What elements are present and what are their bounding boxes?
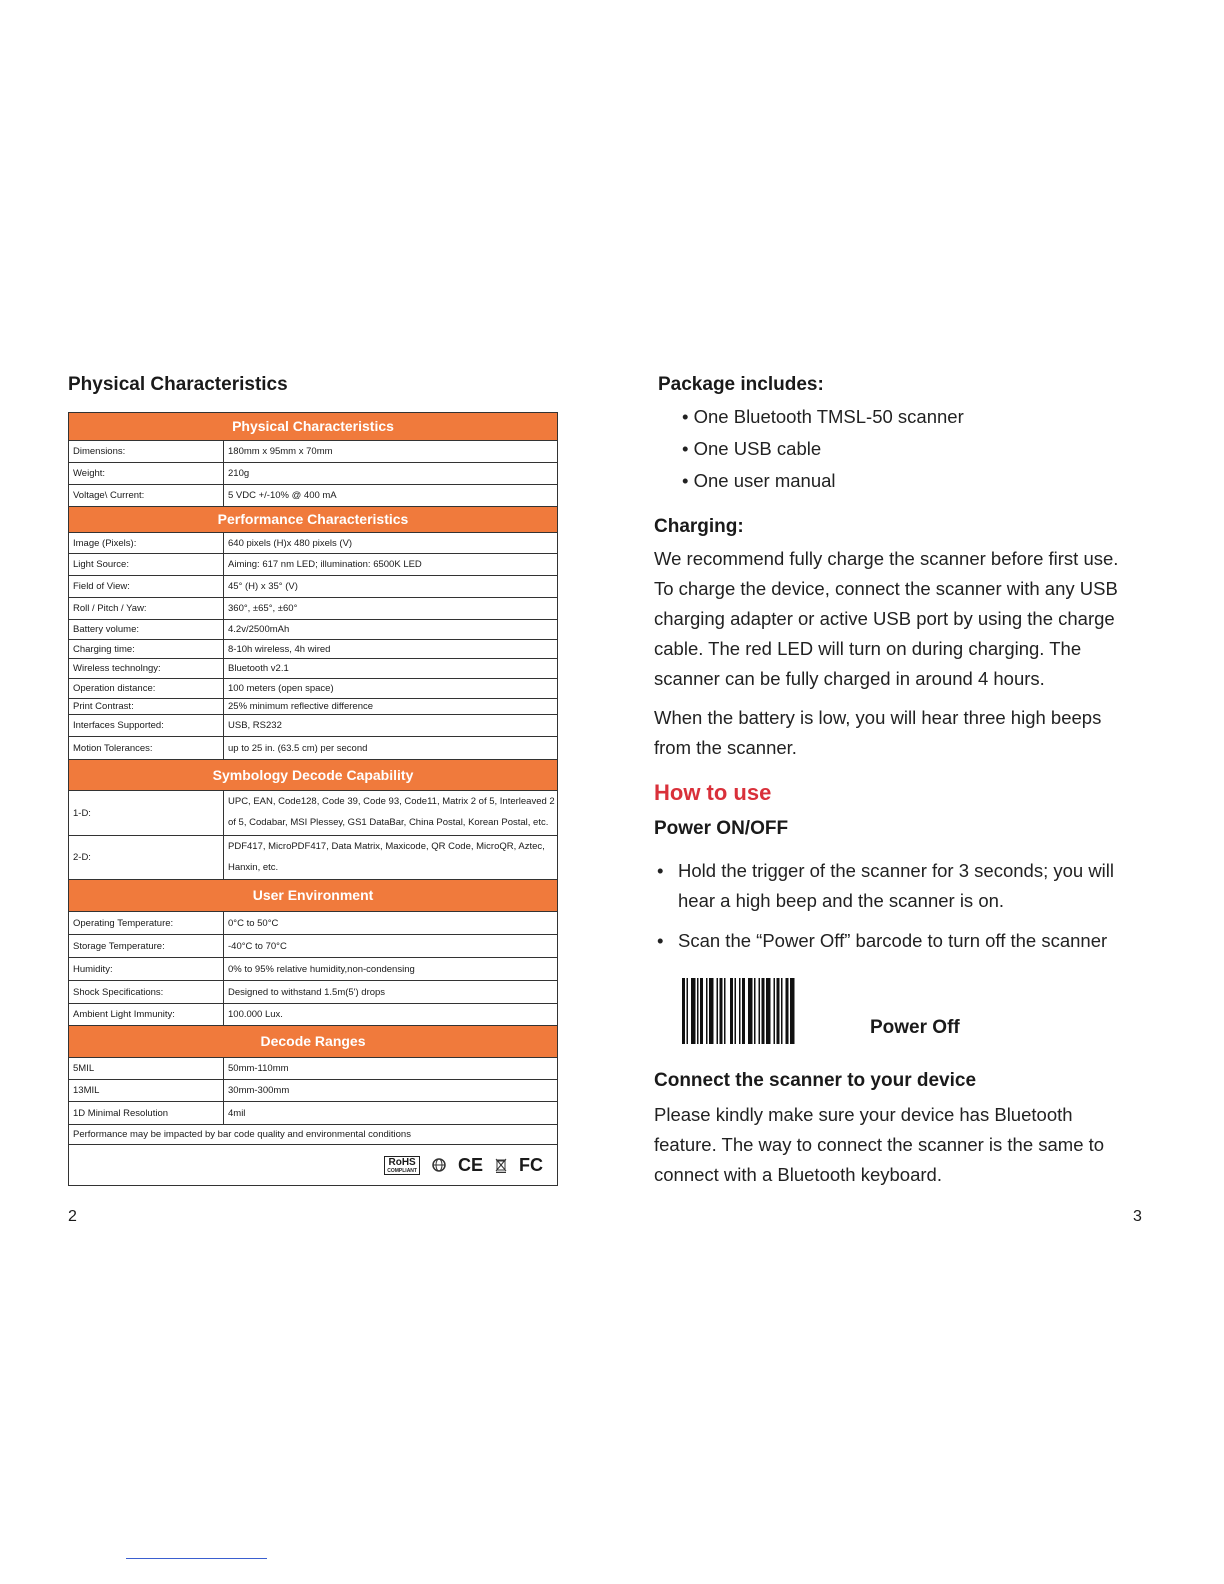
- connect-text: Please kindly make sure your device has Bluetooth feature. The way to connect the scanner is the same to connect with a Bluetooth keyboard.: [654, 1104, 1105, 1185]
- row-value: Designed to withstand 1.5m(5') drops: [228, 986, 386, 998]
- row-label: Shock Specifications:: [69, 981, 224, 1003]
- row-label: Field of View:: [69, 576, 224, 597]
- table-row: [69, 598, 557, 620]
- globe-icon: [432, 1158, 446, 1172]
- row-value: 25% minimum reflective difference: [228, 701, 374, 712]
- battery-text: When the battery is low, you will hear three high beeps from the scanner.: [654, 707, 1102, 758]
- row-label: Roll / Pitch / Yaw:: [69, 598, 224, 619]
- table-row: [69, 576, 557, 598]
- page-number-right: 3: [1133, 1208, 1142, 1225]
- left-heading: Physical Characteristics: [68, 374, 288, 395]
- row-label: 1-D:: [69, 791, 224, 835]
- package-item: • One user manual: [682, 470, 836, 491]
- table-row: [69, 912, 557, 935]
- row-label: Print Contrast:: [69, 699, 224, 714]
- table-row: [69, 791, 557, 836]
- barcode-bar: [697, 978, 699, 1044]
- table-row: [69, 958, 557, 981]
- row-value: 4.2v/2500mAh: [228, 624, 290, 635]
- row-label: Image (Pixels):: [69, 533, 224, 553]
- row-value: 180mm x 95mm x 70mm: [228, 446, 333, 457]
- table-row: [69, 737, 557, 760]
- table-row: [69, 699, 557, 715]
- barcode-bar: [706, 978, 708, 1044]
- row-value: UPC, EAN, Code128, Code 39, Code 93, Code11, Matrix 2 of 5, Interleaved 2 of 5, Codabar, MSI Plessey, GS1 DataBar, China Postal, Korean Postal, etc.: [228, 796, 555, 828]
- table-row: [69, 554, 557, 576]
- barcode-bar: [700, 978, 703, 1044]
- power-bullet-1: Hold the trigger of the scanner for 3 seconds; you will hear a high beep and the scanner is on.: [678, 860, 1115, 911]
- row-value: USB, RS232: [228, 720, 282, 731]
- package-item: • One USB cable: [682, 438, 822, 459]
- row-label: Ambient Light Immunity:: [69, 1004, 224, 1025]
- row-label: 2-D:: [69, 836, 224, 879]
- row-label: 5MIL: [69, 1058, 224, 1079]
- row-label: Voltage\ Current:: [69, 485, 224, 506]
- environment-header: User Environment: [69, 880, 557, 912]
- barcode-bar: [730, 978, 733, 1044]
- row-value: 210g: [228, 468, 250, 479]
- row-label: Interfaces Supported:: [69, 715, 224, 736]
- row-value: up to 25 in. (63.5 cm) per second: [228, 742, 368, 754]
- row-value: 4mil: [228, 1107, 246, 1119]
- barcode-bar: [742, 978, 745, 1044]
- package-item: • One Bluetooth TMSL-50 scanner: [682, 406, 964, 427]
- table-row: [69, 836, 557, 880]
- connect-heading: Connect the scanner to your device: [654, 1070, 977, 1091]
- row-label: Dimensions:: [69, 441, 224, 462]
- fcc-mark: FC: [519, 1154, 543, 1175]
- row-label: Motion Tolerances:: [69, 737, 224, 759]
- barcode-bar: [735, 978, 737, 1044]
- table-row: [69, 1080, 557, 1102]
- charging-text: We recommend fully charge the scanner before first use. To charge the device, connect the scanner with any USB charging adapter or active USB port by using the charge cable. The red LED will turn on during charging. The scanner can be fully charged in around 4 hours.: [654, 548, 1119, 689]
- row-value: 45° (H) x 35° (V): [228, 581, 298, 592]
- barcode-label: Power Off: [870, 1017, 960, 1038]
- row-label: Battery volume:: [69, 620, 224, 639]
- decode-rows: [69, 1058, 557, 1125]
- row-label: Storage Temperature:: [69, 935, 224, 957]
- performance-rows: [69, 533, 557, 760]
- row-label: Humidity:: [69, 958, 224, 980]
- row-value: Aiming: 617 nm LED; illumination: 6500K LED: [228, 559, 422, 570]
- row-value: 0°C to 50°C: [228, 917, 279, 929]
- table-row: [69, 659, 557, 679]
- cert-logos: [69, 1145, 557, 1185]
- page-number-left: 2: [68, 1208, 77, 1225]
- power-off-barcode[interactable]: [682, 978, 852, 1044]
- weee-bin-icon: [495, 1157, 507, 1173]
- row-value: 360°, ±65°, ±60°: [228, 603, 298, 614]
- package-heading: Package includes:: [658, 374, 824, 395]
- table-row: [69, 1058, 557, 1080]
- row-label: 13MIL: [69, 1080, 224, 1101]
- row-value: 100 meters (open space): [228, 683, 334, 694]
- ce-mark: CE: [457, 1154, 483, 1175]
- row-label: Wireless technolngy:: [69, 659, 224, 678]
- barcode-bar: [754, 978, 756, 1044]
- barcode-bar: [691, 978, 696, 1044]
- row-value: 30mm-300mm: [228, 1085, 290, 1096]
- barcode-bar: [766, 978, 771, 1044]
- table-row: [69, 620, 557, 640]
- row-label: 1D Minimal Resolution: [69, 1102, 224, 1124]
- footer-link-line: [126, 1558, 267, 1559]
- row-value: 100.000 Lux.: [228, 1009, 283, 1020]
- row-label: Operating Temperature:: [69, 912, 224, 934]
- row-value: 0% to 95% relative humidity,non-condensing: [228, 963, 415, 975]
- barcode-bar: [709, 978, 714, 1044]
- table-row: [69, 1004, 557, 1026]
- table-row: [69, 679, 557, 699]
- how-to-use-heading: How to use: [654, 780, 772, 805]
- barcode-bar: [739, 978, 741, 1044]
- symbology-header: Symbology Decode Capability: [69, 760, 557, 791]
- table-row: [69, 533, 557, 554]
- power-heading: Power ON/OFF: [654, 818, 789, 839]
- barcode-bar: [781, 978, 783, 1044]
- charging-heading: Charging:: [654, 516, 744, 537]
- power-bullet-2: Scan the “Power Off” barcode to turn off the scanner: [678, 930, 1108, 951]
- table-row: [69, 485, 557, 507]
- barcode-bar: [762, 978, 765, 1044]
- row-label: Charging time:: [69, 640, 224, 658]
- package-list: [682, 401, 964, 497]
- physical-header: Physical Characteristics: [69, 413, 557, 441]
- table-row: [69, 1102, 557, 1125]
- barcode-bar: [759, 978, 761, 1044]
- performance-header: Performance Characteristics: [69, 507, 557, 533]
- barcode-bar: [720, 978, 723, 1044]
- table-row: [69, 463, 557, 485]
- barcode-bar: [777, 978, 780, 1044]
- physical-rows: [69, 441, 557, 507]
- bullet-dot: •: [657, 930, 664, 951]
- row-value: 8-10h wireless, 4h wired: [228, 643, 331, 655]
- row-value: 50mm-110mm: [228, 1063, 289, 1074]
- table-note: Performance may be impacted by bar code quality and environmental conditions: [69, 1125, 557, 1145]
- barcode-bar: [748, 978, 753, 1044]
- environment-rows: [69, 912, 557, 1026]
- barcode-bar: [774, 978, 776, 1044]
- bullet-dot: •: [657, 860, 664, 881]
- row-value: -40°C to 70°C: [228, 940, 287, 952]
- row-label: Operation distance:: [69, 679, 224, 698]
- barcode-bar: [717, 978, 719, 1044]
- table-row: [69, 981, 557, 1004]
- table-row: [69, 441, 557, 463]
- spec-table: [68, 412, 558, 1186]
- barcode-bar: [790, 978, 795, 1044]
- row-value: 640 pixels (H)x 480 pixels (V): [228, 537, 353, 549]
- decode-header: Decode Ranges: [69, 1026, 557, 1058]
- barcode-bar: [786, 978, 789, 1044]
- row-label: Light Source:: [69, 554, 224, 575]
- row-value: 5 VDC +/-10% @ 400 mA: [228, 490, 337, 501]
- row-value: Bluetooth v2.1: [228, 663, 289, 674]
- barcode-bar: [724, 978, 726, 1044]
- rohs-logo: RoHS COMPLIANT: [384, 1156, 420, 1175]
- row-value: PDF417, MicroPDF417, Data Matrix, Maxicode, QR Code, MicroQR, Aztec, Hanxin, etc.: [228, 841, 545, 873]
- symbology-rows: [69, 791, 557, 880]
- barcode-bar: [687, 978, 689, 1044]
- table-row: [69, 935, 557, 958]
- barcode-bar: [682, 978, 685, 1044]
- row-label: Weight:: [69, 463, 224, 484]
- table-row: [69, 640, 557, 659]
- table-row: [69, 715, 557, 737]
